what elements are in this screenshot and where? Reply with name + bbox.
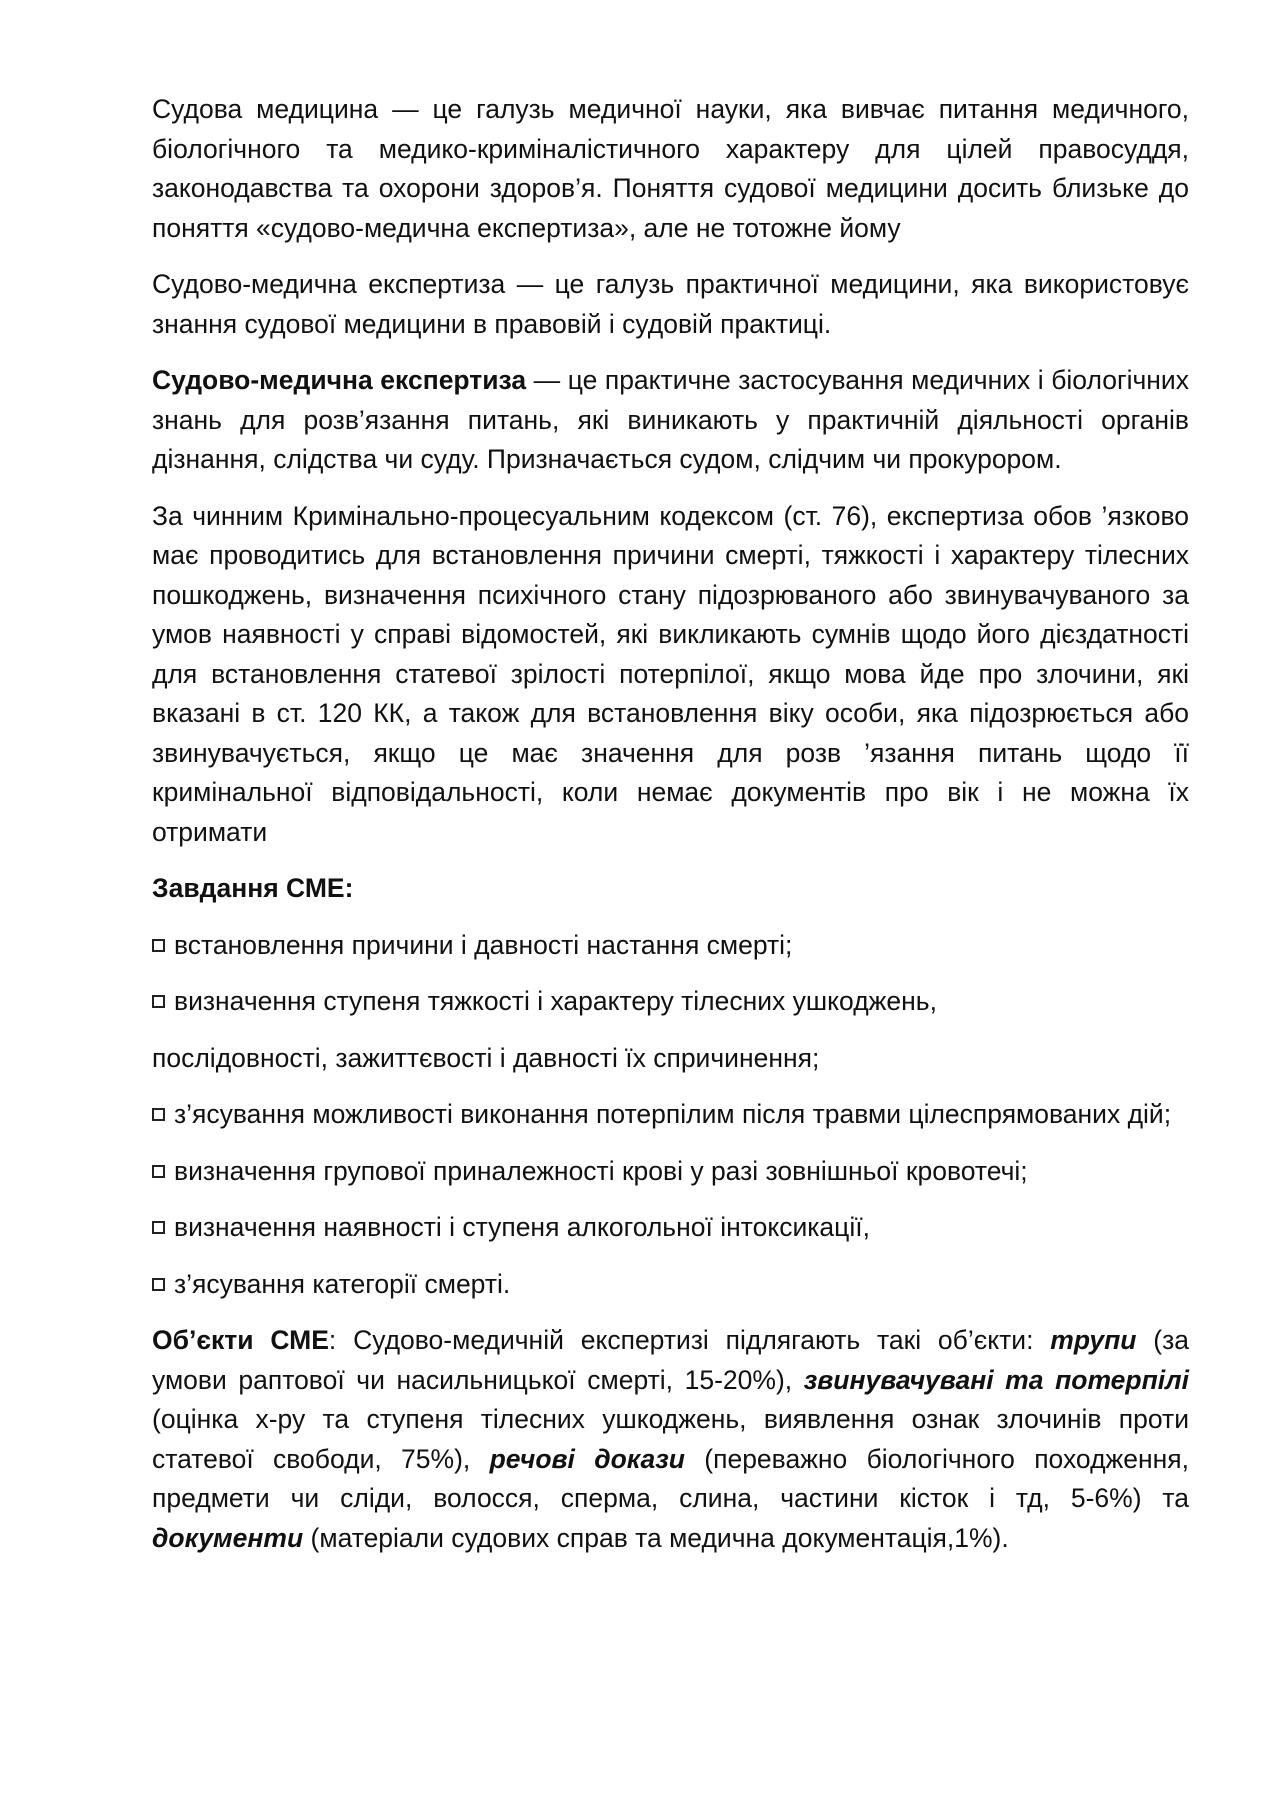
objects-label: Об’єкти СМЕ [152,1325,329,1355]
checkbox-icon [152,1165,165,1178]
checkbox-icon [152,995,165,1008]
task-item: визначення наявності і ступеня алкогольної інтоксикації, [152,1208,1189,1248]
document-page [152,90,1189,1575]
task-item: встановлення причини і давності настання смерті; [152,926,1189,966]
task-item: визначення групової приналежності крові у разі зовнішньої кровотечі; [152,1152,1189,1192]
checkbox-icon [152,1278,165,1291]
task-item: з’ясування категорії смерті. [152,1265,1189,1305]
paragraph-text: — це практичне застосування медичних і біологічних знань для розв’язання питань, які виникають у практичній діяльності органів дізнання, слідства чи суду. Призначається судом, слідчим чи прокурором. [152,365,1189,474]
paragraph-definition-forensic-medicine: Судова медицина — це галузь медичної науки, яка вивчає питання медичного, біологічного та медико-криміналістичного характеру для цілей правосуддя, законодавства та охорони здоров’я. Поняття судової медицини досить близьке до поняття «судово-медична експертиза», але не тотожне йому [152,94,1189,243]
task-item-continuation: послідовності, зажиттєвості і давності їх спричинення; [152,1042,820,1073]
task-item: визначення ступеня тяжкості і характеру тілесних ушкоджень, [152,982,1189,1022]
emphasis-accused-victims: звинувачувані та потерпілі [803,1364,1190,1395]
paragraph-definition-forensic-examination: Судово-медична експертиза — це галузь практичної медицини, яка використовує знання судової медицини в правовій і судовій практиці. [152,269,1189,339]
emphasis-documents: документи [152,1522,304,1553]
tasks-heading: Завдання СМЕ: [152,873,354,903]
bold-term-forensic-examination: Судово-медична експертиза [152,365,527,395]
emphasis-corpses: трупи [1050,1325,1137,1355]
checkbox-icon [152,1221,165,1234]
task-item: з’ясування можливості виконання потерпілим після травми цілеспрямованих дій; [152,1095,1189,1135]
paragraph-objects: Об’єкти СМЕ: Судово-медичній експертизі підлягають такі об’єкти: трупи (за умови раптової чи насильницької смерті, 15-20%), звинувачувані та потерпілі (оцінка х-ру та ступеня тілесних ушкоджень, виявлення ознак злочинів проти статевої свободи, 75%), речові докази (переважно біологічного походження, предмети чи сліди, волосся, сперма, слина, частини кісток і тд, 5-6%) та документи (матеріали судових справ та медична документація,1%). [152,1325,1190,1553]
checkbox-icon [152,1108,165,1121]
paragraph-forensic-examination-application [152,361,1189,480]
checkbox-icon [152,939,165,952]
paragraph-criminal-procedure-code: За чинним Кримінально-процесуальним кодексом (ст. 76), експертиза обов ’язково має проводитись для встановлення причини смерті, тяжкості і характеру тілесних пошкоджень, визначення психічного стану підозрюваного або звинувачуваного за умов наявності у справі відомостей, які викликають сумнів щодо його дієздатності для встановлення статевої зрілості потерпілої, якщо мова йде про злочини, які вказані в ст. 120 КК, а також для встановлення віку особи, яка підозрюється або звинувачується, якщо це має значення для розв ’язання питань щодо її кримінальної відповідальності, коли немає документів про вік і не можна їх отримати [152,500,1189,847]
emphasis-physical-evidence: речові докази [489,1443,685,1474]
